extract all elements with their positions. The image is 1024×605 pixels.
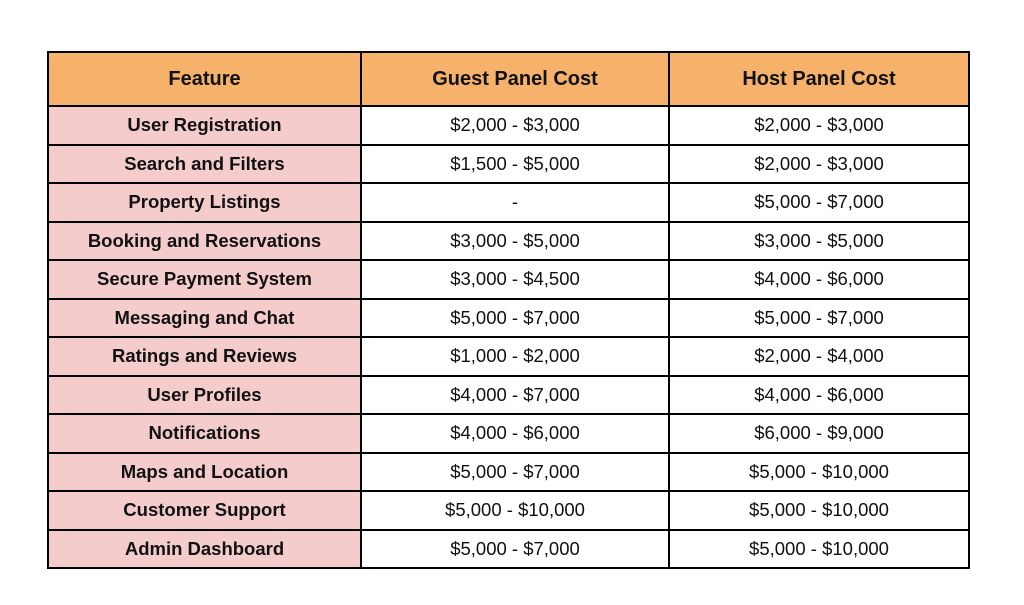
table-row — [48, 260, 969, 299]
header-feature: Feature — [48, 52, 361, 106]
table-row — [48, 145, 969, 184]
table-row — [48, 414, 969, 453]
feature-cell: User Profiles — [48, 376, 361, 415]
feature-cell: Customer Support — [48, 491, 361, 530]
table-body — [48, 106, 969, 568]
guest-cost-cell: $3,000 - $5,000 — [361, 222, 669, 261]
host-cost-cell: $4,000 - $6,000 — [669, 376, 969, 415]
feature-cost-table — [47, 51, 970, 569]
guest-cost-cell: $5,000 - $10,000 — [361, 491, 669, 530]
feature-cell: Admin Dashboard — [48, 530, 361, 569]
host-cost-cell: $5,000 - $7,000 — [669, 299, 969, 338]
table-row — [48, 106, 969, 145]
table-row — [48, 453, 969, 492]
host-cost-cell: $5,000 - $10,000 — [669, 530, 969, 569]
host-cost-cell: $2,000 - $4,000 — [669, 337, 969, 376]
feature-cell: Maps and Location — [48, 453, 361, 492]
table-row — [48, 530, 969, 569]
guest-cost-cell: $2,000 - $3,000 — [361, 106, 669, 145]
feature-cell: Property Listings — [48, 183, 361, 222]
host-cost-cell: $5,000 - $7,000 — [669, 183, 969, 222]
feature-cell: User Registration — [48, 106, 361, 145]
table-row — [48, 337, 969, 376]
guest-cost-cell: $4,000 - $7,000 — [361, 376, 669, 415]
guest-cost-cell: $5,000 - $7,000 — [361, 453, 669, 492]
guest-cost-cell: $4,000 - $6,000 — [361, 414, 669, 453]
host-cost-cell: $2,000 - $3,000 — [669, 106, 969, 145]
feature-cell: Messaging and Chat — [48, 299, 361, 338]
guest-cost-cell: - — [361, 183, 669, 222]
host-cost-cell: $6,000 - $9,000 — [669, 414, 969, 453]
table-row — [48, 491, 969, 530]
host-cost-cell: $5,000 - $10,000 — [669, 453, 969, 492]
feature-cell: Booking and Reservations — [48, 222, 361, 261]
host-cost-cell: $4,000 - $6,000 — [669, 260, 969, 299]
feature-cell: Secure Payment System — [48, 260, 361, 299]
guest-cost-cell: $1,000 - $2,000 — [361, 337, 669, 376]
table-row — [48, 222, 969, 261]
table-row — [48, 183, 969, 222]
header-host-cost: Host Panel Cost — [669, 52, 969, 106]
guest-cost-cell: $5,000 - $7,000 — [361, 299, 669, 338]
host-cost-cell: $2,000 - $3,000 — [669, 145, 969, 184]
table-row — [48, 299, 969, 338]
host-cost-cell: $3,000 - $5,000 — [669, 222, 969, 261]
header-guest-cost: Guest Panel Cost — [361, 52, 669, 106]
guest-cost-cell: $5,000 - $7,000 — [361, 530, 669, 569]
feature-cell: Notifications — [48, 414, 361, 453]
header-row — [48, 52, 969, 106]
table-row — [48, 376, 969, 415]
guest-cost-cell: $1,500 - $5,000 — [361, 145, 669, 184]
feature-cell: Search and Filters — [48, 145, 361, 184]
guest-cost-cell: $3,000 - $4,500 — [361, 260, 669, 299]
feature-cell: Ratings and Reviews — [48, 337, 361, 376]
host-cost-cell: $5,000 - $10,000 — [669, 491, 969, 530]
